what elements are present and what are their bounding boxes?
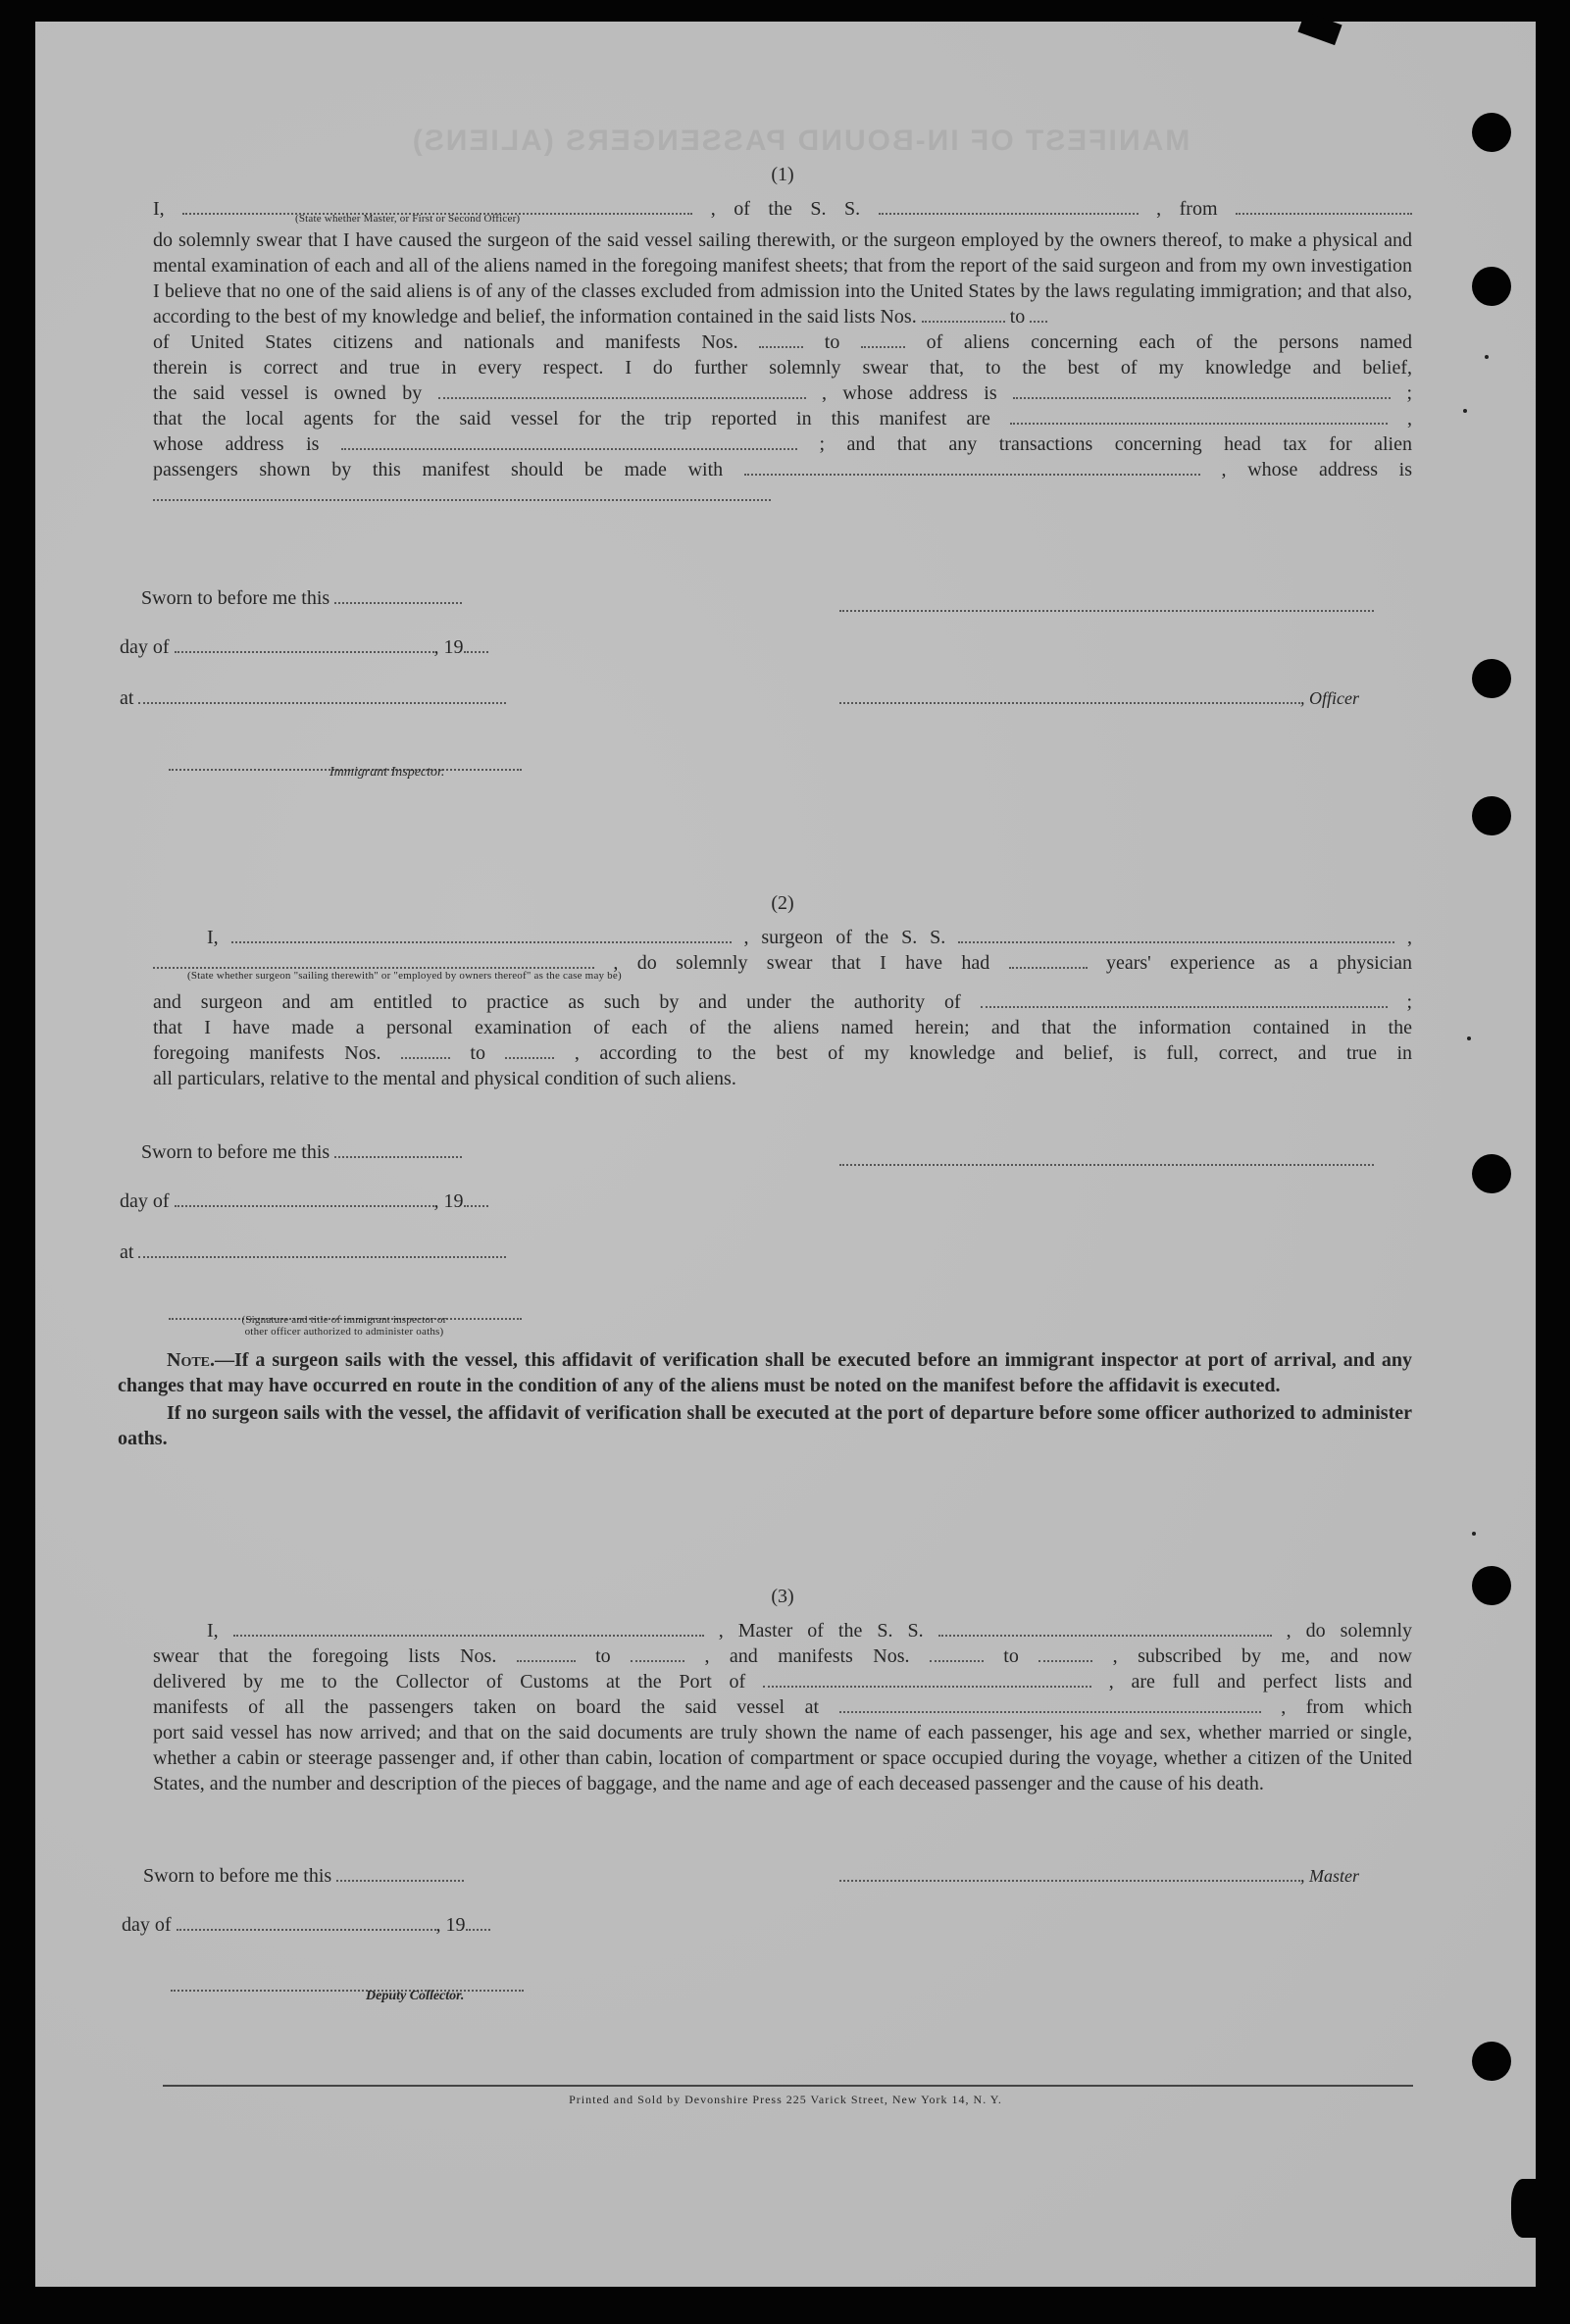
text: , do solemnly swear that I have had xyxy=(613,952,990,974)
lists-to-blank[interactable] xyxy=(631,1643,684,1662)
text: , Master of the S. S. xyxy=(718,1620,924,1642)
surgeon-line-5 xyxy=(153,1040,1412,1066)
text: day of xyxy=(122,1914,172,1936)
speck xyxy=(1463,409,1467,413)
surgeon-line-3 xyxy=(153,989,1412,1015)
officer-label xyxy=(839,685,1359,710)
text: , and manifests Nos. xyxy=(704,1645,910,1667)
surgeon-vessel-blank[interactable] xyxy=(958,925,1394,943)
vessel-blank[interactable] xyxy=(879,196,1139,215)
oath-line-us xyxy=(153,329,1412,355)
section-number: (1) xyxy=(771,164,794,185)
sworn-label xyxy=(141,585,462,610)
master-vessel-blank[interactable] xyxy=(938,1618,1272,1637)
lists-from-blank[interactable] xyxy=(517,1643,576,1662)
text: ; xyxy=(1406,991,1413,1013)
text: do solemnly swear that I have caused the surgeon of the said vessel sailing therewith, or the surgeon employed by the owners thereof, to make a physical and mental examination of each and all of the aliens named in the foregoing manifest sheets; that from the report of the said surgeon and from my own investigation I believe that no one of the said aliens is of any of the classes excluded from admission into the United States by the laws regulating immigration; and that also, according to the best of my knowledge and belief, the information contained in the said lists Nos. xyxy=(153,229,1412,328)
punch-hole xyxy=(1472,659,1511,698)
text: , Master xyxy=(1300,1866,1359,1886)
deputy-signature-blank[interactable] xyxy=(171,1973,524,1992)
text: (Signature and title of immigrant inspector or xyxy=(241,1314,447,1326)
text: at xyxy=(120,1241,134,1263)
text: , from which xyxy=(1281,1696,1413,1718)
punch-hole xyxy=(1472,267,1511,306)
section-number: (2) xyxy=(771,892,794,914)
sworn-label xyxy=(141,1139,462,1164)
officer-title-blank[interactable] xyxy=(839,685,1300,704)
text: ; xyxy=(1406,382,1413,404)
manifests-to-blank[interactable] xyxy=(1038,1643,1092,1662)
section-number: (3) xyxy=(771,1586,794,1607)
text: and surgeon and am entitled to practice as such by and under the authority of xyxy=(153,991,961,1013)
printer-imprint: Printed and Sold by Devonshire Press 225 Varick Street, New York 14, N. Y. xyxy=(569,2093,1002,2106)
text: , are full and perfect lists and xyxy=(1108,1671,1412,1692)
text: to xyxy=(824,331,840,353)
text: , do solemnly xyxy=(1286,1620,1413,1642)
text: , 19 xyxy=(433,1190,464,1212)
text: I, xyxy=(153,198,165,220)
day-of-label xyxy=(122,1912,490,1937)
at-label xyxy=(120,1239,506,1264)
text: , from xyxy=(1156,198,1218,220)
agents-address-blank[interactable] xyxy=(341,431,797,450)
at-place-blank[interactable] xyxy=(138,685,506,704)
form-sheet xyxy=(35,22,1536,2287)
lists-to-blank[interactable] xyxy=(1030,304,1047,323)
manifest-to-blank[interactable] xyxy=(861,329,905,348)
text: , of the S. S. xyxy=(710,198,861,220)
text: to xyxy=(1003,1645,1019,1667)
signature-hint xyxy=(182,1314,506,1338)
affidavit-surgeon xyxy=(153,892,1412,1091)
sworn-label xyxy=(143,1863,464,1888)
authority-blank[interactable] xyxy=(981,989,1388,1008)
text: ; and that any transactions concerning head tax for alien xyxy=(819,433,1412,455)
field-hint: (State whether Master, or First or Second Officer) xyxy=(295,213,521,225)
text: other officer authorized to administer oaths) xyxy=(244,1326,444,1338)
text: manifests of all the passengers taken on board the said vessel at xyxy=(153,1696,820,1718)
text: years' experience as a physician xyxy=(1105,952,1413,974)
inspector-caption: Immigrant Inspector. xyxy=(329,765,445,780)
text: —If a surgeon sails with the vessel, this affidavit of verification shall be executed before an immigrant inspector at port of arrival, and any changes that may have occurred en route in the condition of any of the aliens must be noted on the manifest before the affidavit is executed. xyxy=(118,1349,1412,1396)
text: at xyxy=(120,687,134,709)
owner-address-blank[interactable] xyxy=(1013,380,1391,399)
day-of-label xyxy=(120,634,488,659)
master-name-blank[interactable] xyxy=(233,1618,704,1637)
sworn-day-blank[interactable] xyxy=(334,585,462,604)
text: I, xyxy=(207,927,219,948)
year-blank[interactable] xyxy=(464,1188,488,1207)
punch-hole xyxy=(1472,113,1511,152)
at-place-blank[interactable] xyxy=(138,1239,506,1258)
lists-from-blank[interactable] xyxy=(922,304,1005,323)
oath-line-agents xyxy=(153,406,1412,431)
text: Sworn to before me this xyxy=(143,1865,332,1887)
day-of-label xyxy=(120,1188,488,1213)
text: , Officer xyxy=(1300,688,1359,708)
deputy-caption: Deputy Collector. xyxy=(366,1989,465,2003)
text: whose address is xyxy=(153,433,320,455)
text: If no surgeon sails with the vessel, the affidavit of verification shall be executed at the port of departure before some officer authorized to administer oaths. xyxy=(118,1402,1412,1449)
text: Sworn to before me this xyxy=(141,587,330,609)
punch-hole xyxy=(1472,1154,1511,1193)
punch-hole xyxy=(1472,796,1511,835)
at-label xyxy=(120,685,506,710)
oath-body xyxy=(153,227,1412,329)
master-signature-blank[interactable] xyxy=(839,1863,1300,1882)
text: day of xyxy=(120,636,170,658)
note-paragraph-2 xyxy=(118,1400,1412,1451)
master-line-1 xyxy=(153,1618,1412,1643)
surgeon-manifest-from-blank[interactable] xyxy=(401,1040,450,1059)
text: swear that the foregoing lists Nos. xyxy=(153,1645,497,1667)
month-blank[interactable] xyxy=(175,634,434,653)
master-line-3 xyxy=(153,1669,1412,1694)
surgeon-name-blank[interactable] xyxy=(231,925,732,943)
month-blank[interactable] xyxy=(177,1912,436,1931)
field-hint: (State whether surgeon "sailing therewith" or "employed by owners thereof" as the case may be) xyxy=(187,970,622,982)
agents-blank[interactable] xyxy=(1010,406,1388,425)
punch-hole xyxy=(1472,1566,1511,1605)
address-line xyxy=(153,482,1412,508)
years-blank[interactable] xyxy=(1009,950,1088,969)
oath-line-owned xyxy=(153,380,1412,406)
surgeon-manifest-to-blank[interactable] xyxy=(505,1040,554,1059)
note-block xyxy=(118,1347,1412,1451)
oath-line-whose xyxy=(153,431,1412,457)
text: , xyxy=(1407,927,1412,948)
year-blank[interactable] xyxy=(464,634,488,653)
manifest-from-blank[interactable] xyxy=(759,329,803,348)
sworn-day-blank[interactable] xyxy=(336,1863,464,1882)
master-body: port said vessel has now arrived; and that on the said documents are truly shown the name of each passenger, his age and sex, whether married or single, whether a cabin or steerage passenger and, if other than cabin, location of compartment or space occupied during the voyage, whether a citizen of the United States, and the number and description of the pieces of baggage, and the name and age of each deceased passenger and the cause of his death. xyxy=(153,1722,1412,1794)
text: to xyxy=(595,1645,611,1667)
surgeon-status-blank[interactable] xyxy=(153,950,594,969)
text: of aliens concerning each of the persons named xyxy=(926,331,1413,353)
speck xyxy=(1472,1532,1476,1536)
head-tax-address-blank[interactable] xyxy=(153,482,771,501)
text: passengers shown by this manifest should be made with xyxy=(153,459,724,480)
surgeon-line-4: that I have made a personal examination of each of the aliens named herein; and that the information contained in the xyxy=(153,1017,1412,1038)
head-tax-blank[interactable] xyxy=(744,457,1200,476)
officer-signature-blank[interactable] xyxy=(839,593,1374,612)
from-blank[interactable] xyxy=(1236,196,1412,215)
text: Sworn to before me this xyxy=(141,1141,330,1163)
text: that the local agents for the said vessel for the trip reported in this manifest are xyxy=(153,408,990,429)
footer-rule xyxy=(163,2085,1413,2087)
surgeon-line-6: all particulars, relative to the mental and physical condition of such aliens. xyxy=(153,1068,736,1089)
text: to xyxy=(470,1042,485,1064)
master-line-4 xyxy=(153,1694,1412,1720)
torn-edge-right-bottom xyxy=(1511,2179,1541,2238)
text: I, xyxy=(207,1620,219,1642)
text: to xyxy=(1009,306,1026,328)
oath-line-passengers xyxy=(153,457,1412,482)
surgeon-signature-blank[interactable] xyxy=(839,1147,1374,1166)
affidavit-master-arrival xyxy=(153,1586,1412,1796)
note-paragraph-1 xyxy=(118,1347,1412,1398)
bleed-through-text: MANIFEST OF IN-BOUND PASSENGERS (ALIENS) xyxy=(410,125,1190,157)
master-label xyxy=(839,1863,1359,1888)
port-blank[interactable] xyxy=(763,1669,1091,1688)
text: , according to the best of my knowledge and belief, is full, correct, and true in xyxy=(574,1042,1413,1064)
torn-corner-top-right xyxy=(1297,12,1342,45)
oath-line-therein: therein is correct and true in every respect. I do further solemnly swear that, to the best of my knowledge and belief, xyxy=(153,357,1412,379)
text: of United States citizens and nationals and manifests Nos. xyxy=(153,331,738,353)
text: , whose address is xyxy=(1221,459,1413,480)
affidavit-master xyxy=(153,164,1412,508)
text: , xyxy=(1407,408,1413,429)
surgeon-line-1 xyxy=(153,925,1412,950)
text: the said vessel is owned by xyxy=(153,382,423,404)
manifests-from-blank[interactable] xyxy=(930,1643,984,1662)
master-line-2 xyxy=(153,1643,1412,1669)
text: , surgeon of the S. S. xyxy=(743,927,946,948)
owner-blank[interactable] xyxy=(438,380,806,399)
text: foregoing manifests Nos. xyxy=(153,1042,381,1064)
punch-hole xyxy=(1472,2042,1511,2081)
month-blank[interactable] xyxy=(175,1188,434,1207)
year-blank[interactable] xyxy=(466,1912,490,1931)
speck xyxy=(1467,1036,1471,1040)
text: , 19 xyxy=(433,636,464,658)
text: , 19 xyxy=(435,1914,466,1936)
embark-port-blank[interactable] xyxy=(839,1694,1261,1713)
note-label: Note. xyxy=(167,1349,216,1371)
speck xyxy=(1485,355,1489,359)
text: delivered by me to the Collector of Customs at the Port of xyxy=(153,1671,746,1692)
text: day of xyxy=(120,1190,170,1212)
sworn-day-blank[interactable] xyxy=(334,1139,462,1158)
text: , whose address is xyxy=(822,382,997,404)
text: , subscribed by me, and now xyxy=(1112,1645,1412,1667)
